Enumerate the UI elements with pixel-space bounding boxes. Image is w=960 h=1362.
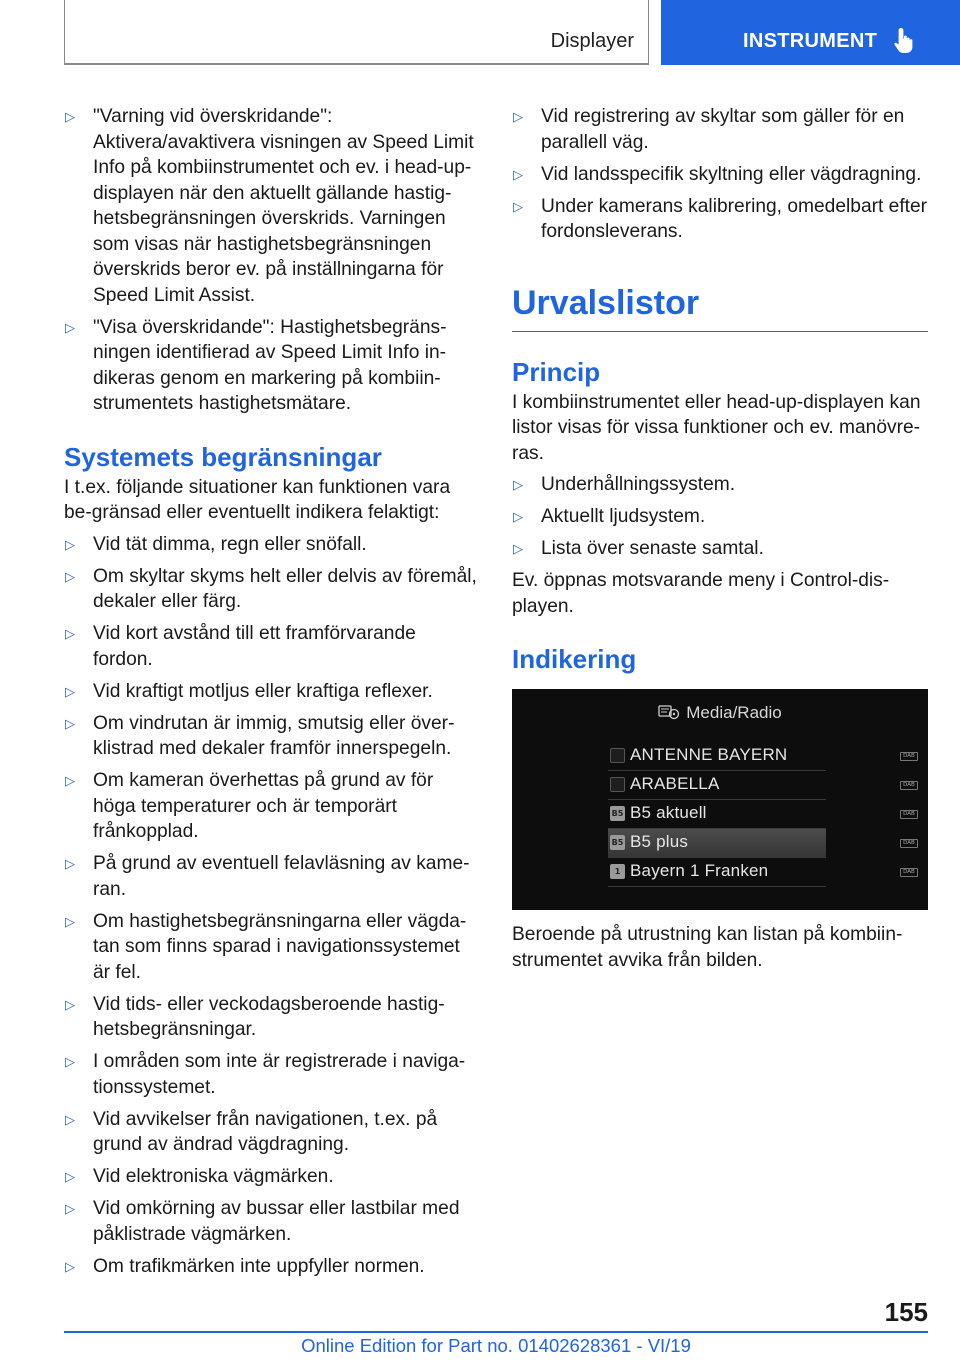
- list-item: ▷ "Varning vid överskridande": Aktivera/avaktivera visningen av Speed Limit Info på kombiinstrumentet och ev. i head-up-displayen när den aktuellt gällande hastig-hetsbegränsningen överskrids. Varningen som visas när hastighetsbegränsningen överskrids beror ev. på inställningarna för Speed Limit Assist.: [65, 106, 474, 306]
- list-item: ▷ Aktuellt ljudsystem.: [512, 504, 928, 530]
- station-label: Bayern 1 Franken: [630, 861, 769, 880]
- principle-bullet-list: [512, 472, 928, 562]
- list-item: ▷ Vid avvikelser från navigationen, t.ex. på grund av ändrad vägdragning.: [65, 1108, 438, 1155]
- triangle-bullet-icon: ▷: [65, 1111, 75, 1127]
- list-item: ▷ Lista över senaste samtal.: [512, 536, 928, 562]
- station-badge: [610, 748, 625, 763]
- footer-divider: [64, 1331, 928, 1333]
- station-badge: B5: [610, 806, 625, 821]
- principle-text: I kombiinstrumentet eller head-up-displayen kan listor visas för vissa funktioner och ev. manövre-ras.: [512, 391, 921, 464]
- triangle-bullet-icon: ▷: [65, 856, 75, 871]
- triangle-bullet-icon: ▷: [513, 477, 523, 492]
- triangle-bullet-icon: ▷: [513, 509, 523, 524]
- triangle-bullet-icon: ▷: [65, 913, 75, 929]
- media-radio-icon: [658, 704, 680, 720]
- list-item: ▷ Vid kraftigt motljus eller kraftiga reflexer.: [64, 679, 479, 705]
- station-row: [608, 858, 915, 887]
- triangle-bullet-icon: ▷: [65, 568, 75, 584]
- principle-heading: Princip: [512, 356, 601, 387]
- triangle-bullet-icon: ▷: [65, 1169, 75, 1184]
- station-label: B5 plus: [630, 832, 689, 851]
- limits-intro: I t.ex. följande situationer kan funktionen vara be-gränsad eller eventuellt indikera felaktigt:: [64, 476, 451, 523]
- footer-edition: Online Edition for Part no. 01402628361 - VI/19: [301, 1335, 691, 1356]
- top-bullet-list: [64, 104, 479, 417]
- list-item: ▷ Om kameran överhettas på grund av för höga temperaturer och är temporärt frånkopplad.: [65, 770, 434, 842]
- triangle-bullet-icon: ▷: [65, 319, 75, 335]
- display-heading: Indikering: [512, 644, 637, 674]
- dab-badge: DAB: [900, 839, 918, 848]
- triangle-bullet-icon: ▷: [65, 536, 75, 552]
- list-item: ▷ Vid kort avstånd till ett framförvarande fordon.: [65, 623, 416, 670]
- header-chapter-label: INSTRUMENT: [743, 30, 878, 52]
- list-item: ▷ Om trafikmärken inte uppfyller normen.: [64, 1254, 479, 1280]
- list-item: ▷ Under kamerans kalibrering, omedelbart efter fordonsleverans.: [513, 195, 928, 242]
- triangle-bullet-icon: ▷: [65, 715, 75, 731]
- list-item: ▷ Vid registrering av skyltar som gäller för en parallell väg.: [513, 106, 905, 153]
- list-item: ▷ Vid tät dimma, regn eller snöfall.: [64, 532, 479, 558]
- triangle-bullet-icon: ▷: [65, 1258, 75, 1274]
- triangle-bullet-icon: ▷: [513, 166, 523, 182]
- list-item: ▷ I områden som inte är registrerade i naviga-tionssystemet.: [65, 1051, 466, 1098]
- station-label: ANTENNE BAYERN: [630, 745, 788, 764]
- station-row: [608, 771, 915, 800]
- dab-badge: DAB: [900, 752, 918, 761]
- triangle-bullet-icon: ▷: [65, 773, 75, 788]
- list-item: ▷ Om hastighetsbegränsningarna eller vägda-tan som finns sparad i navigationssystemet är fel.: [65, 910, 467, 983]
- triangle-bullet-icon: ▷: [65, 1201, 75, 1216]
- station-row: [608, 800, 915, 829]
- triangle-bullet-icon: ▷: [65, 109, 75, 124]
- figure-caption: Beroende på utrustning kan listan på kombiin-strumentet avvika från bilden.: [512, 924, 903, 971]
- list-item: ▷ Vid elektroniska vägmärken.: [64, 1164, 479, 1190]
- hand-pointer-icon: [893, 26, 919, 54]
- triangle-bullet-icon: ▷: [513, 109, 523, 124]
- list-item: ▷ Vid omkörning av bussar eller lastbilar med påklistrade vägmärken.: [65, 1198, 460, 1245]
- list-item: ▷ På grund av eventuell felavläsning av kame-ran.: [65, 853, 470, 900]
- station-badge: 1: [610, 864, 625, 879]
- triangle-bullet-icon: ▷: [65, 683, 75, 699]
- section-title: Urvalslistor: [512, 281, 928, 332]
- triangle-bullet-icon: ▷: [65, 1054, 75, 1069]
- list-item: ▷ Underhållningssystem.: [512, 472, 928, 498]
- list-item: ▷ Om skyltar skyms helt eller delvis av föremål, dekaler eller färg.: [65, 565, 477, 612]
- list-item: ▷ Vid landsspecifik skyltning eller vägdragning.: [512, 162, 928, 188]
- header-chapter-tab: [661, 0, 960, 65]
- triangle-bullet-icon: ▷: [65, 996, 75, 1012]
- figure-title-label: Media/Radio: [686, 703, 782, 722]
- station-badge: [610, 777, 625, 792]
- triangle-bullet-icon: ▷: [513, 198, 523, 214]
- principle-note: Ev. öppnas motsvarande meny i Control-dis-playen.: [512, 570, 890, 617]
- station-row-selected: [608, 829, 915, 858]
- dab-badge: DAB: [900, 781, 918, 790]
- figure-title: [512, 703, 928, 723]
- list-item: ▷ "Visa överskridande": Hastighetsbegräns-ningen identifierad av Speed Limit Info in-dikeras genom en markering på kombiin-strumentets hastighetsmätare.: [65, 316, 447, 414]
- limits-bullet-list: [64, 532, 479, 1280]
- right-column: [512, 104, 928, 979]
- list-item: ▷ Vid tids- eller veckodagsberoende hastig-hetsbegränsningar.: [65, 993, 445, 1040]
- station-badge: B5: [610, 835, 625, 850]
- dab-badge: DAB: [900, 868, 918, 877]
- list-item: ▷ Om vindrutan är immig, smutsig eller över-klistrad med dekaler framför innerspegeln.: [65, 712, 455, 759]
- limits-heading: Systemets begränsningar: [64, 441, 382, 472]
- triangle-bullet-icon: ▷: [513, 541, 523, 556]
- left-column: [64, 104, 479, 1286]
- media-radio-screenshot: [512, 689, 928, 910]
- continued-bullet-list: [512, 104, 928, 245]
- station-label: ARABELLA: [630, 774, 720, 793]
- triangle-bullet-icon: ▷: [65, 626, 75, 641]
- header-section-tab: [64, 0, 649, 65]
- dab-badge: DAB: [900, 810, 918, 819]
- station-label: B5 aktuell: [630, 803, 707, 822]
- page-number: 155: [884, 1297, 928, 1327]
- header-section-label: Displayer: [550, 30, 634, 52]
- station-list: [608, 742, 915, 887]
- station-row: [608, 742, 915, 771]
